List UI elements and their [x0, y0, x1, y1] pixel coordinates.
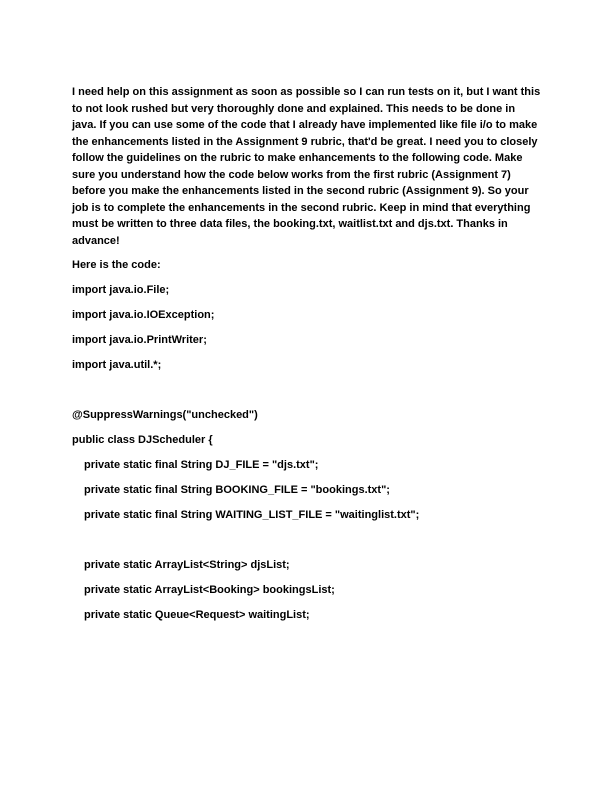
code-line-import-printwriter: import java.io.PrintWriter;: [72, 334, 207, 346]
code-line-import-util: import java.util.*;: [72, 359, 162, 371]
code-line-bookings-list: private static ArrayList<Booking> bookingsList;: [84, 584, 335, 596]
document-page: [72, 84, 542, 622]
code-line-djs-list: private static ArrayList<String> djsList;: [84, 559, 290, 571]
code-line-waiting-list-file: private static final String WAITING_LIST_FILE = "waitinglist.txt";: [84, 509, 420, 521]
code-line-class-declaration: public class DJScheduler {: [72, 434, 213, 446]
code-line-booking-file: private static final String BOOKING_FILE = "bookings.txt";: [84, 484, 390, 496]
code-line-import-file: import java.io.File;: [72, 284, 170, 296]
code-line-dj-file: private static final String DJ_FILE = "djs.txt";: [84, 459, 319, 471]
code-line-annotation: @SuppressWarnings("unchecked"): [72, 409, 258, 421]
intro-paragraph: I need help on this assignment as soon as possible so I can run tests on it, but I want this to not look rushed but very thoroughly done and explained. This needs to be done in java. If you can use some of the code that I already have implemented like file i/o to make the enhancements listed in the Assignment 9 rubric, that'd be great. I need you to closely follow the guidelines on the rubric to make enhancements to the following code. Make sure you understand how the code below works from the first rubric (Assignment 7) before you make the enhancements listed in the second rubric (Assignment 9). So your job is to complete the enhancements in the second rubric. Keep in mind that everything must be written to three data files, the booking.txt, waitlist.txt and djs.txt. Thanks in advance!: [72, 86, 541, 247]
code-heading: Here is the code:: [72, 259, 161, 271]
code-line-waiting-list: private static Queue<Request> waitingList;: [84, 609, 310, 621]
code-line-import-ioexception: import java.io.IOException;: [72, 309, 215, 321]
